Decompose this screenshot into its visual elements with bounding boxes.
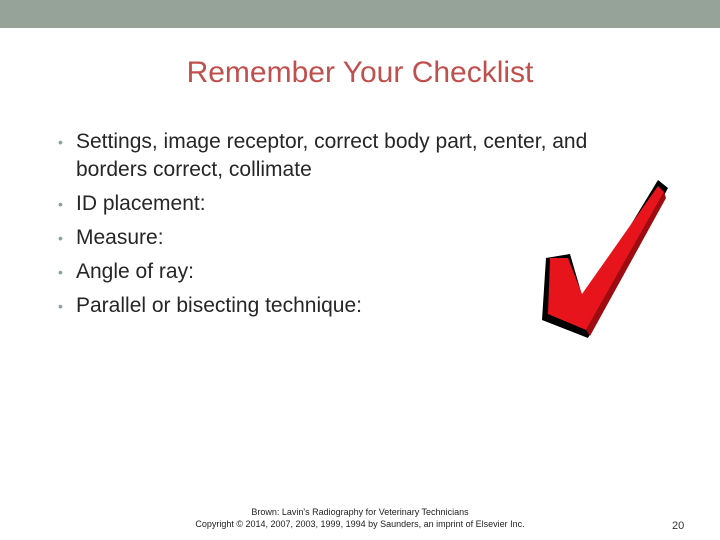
checkmark-body (548, 186, 664, 330)
bullet-marker: • (58, 196, 63, 212)
bullet-text: ID placement: (76, 192, 206, 215)
bullet-text: Settings, image receptor, correct body part, center, and borders correct, collimate (76, 130, 588, 181)
bullet-marker: • (58, 230, 63, 246)
checkmark-icon (540, 176, 672, 342)
footer-book-title: Brown: Lavin's Radiography for Veterinary Technicians (251, 507, 469, 517)
footer-credit (150, 506, 570, 530)
bullet-marker: • (58, 264, 63, 280)
slide-title: Remember Your Checklist (186, 56, 534, 89)
page-number: 20 (672, 520, 685, 532)
bullet-text: Measure: (76, 226, 164, 249)
top-band (0, 0, 720, 28)
bullet-marker: • (58, 134, 63, 150)
bullet-marker: • (58, 298, 63, 314)
bullet-text: Parallel or bisecting technique: (76, 294, 363, 317)
footer-copyright: Copyright © 2014, 2007, 2003, 1999, 1994 by Saunders, an imprint of Elsevier Inc. (195, 519, 525, 529)
bullet-text: Angle of ray: (76, 260, 194, 283)
checkmark-shade (586, 192, 666, 336)
